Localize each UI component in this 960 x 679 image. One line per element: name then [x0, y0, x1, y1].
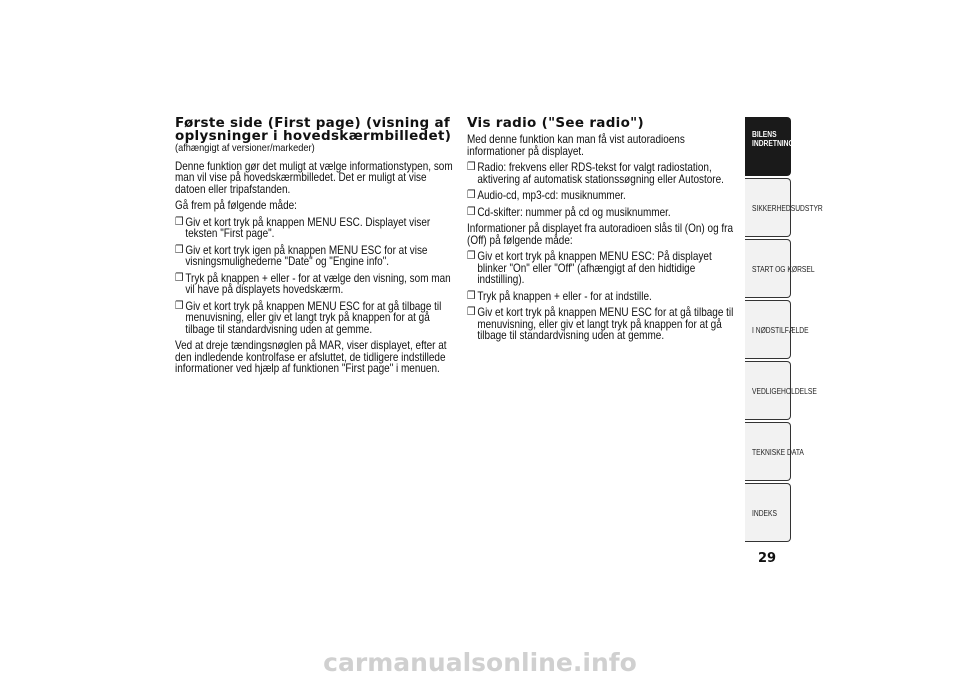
procedure-list [175, 217, 456, 336]
chapter-tab-nav [745, 117, 823, 544]
checkbox-bullet-icon: ❒ [467, 250, 476, 262]
section-heading-first-page: Første side (First page) (visning af oplysninger i hovedskærmbilledet) [175, 115, 452, 144]
list-item: ❒ Giv et kort tryk på knappen MENU ESC. Displayet viser teksten "First page". [175, 215, 431, 240]
radio-info-list [467, 162, 738, 218]
tab-label: VEDLIGEHOLDELSE [752, 386, 817, 396]
tab-label: START OG KØRSEL [752, 264, 815, 274]
intro-paragraph: Med denne funktion kan man få vist autoradioens informationer på displayet. [467, 133, 685, 158]
list-item: ❒ Cd-skifter: nummer på cd og musiknummer. [467, 205, 671, 219]
section-heading-see-radio: Vis radio ("See radio") [467, 115, 644, 131]
list-item: ❒ Tryk på knappen + eller - for at indstille. [467, 289, 652, 303]
checkbox-bullet-icon: ❒ [175, 243, 184, 256]
checkbox-bullet-icon: ❒ [467, 205, 476, 218]
left-column [175, 117, 457, 380]
tab-indeks[interactable] [745, 483, 791, 542]
checkbox-bullet-icon: ❒ [467, 306, 476, 318]
tab-label: I NØDSTILFÆLDE [752, 325, 809, 335]
checkbox-bullet-icon: ❒ [467, 189, 476, 201]
tab-label: TEKNISKE DATA [752, 447, 804, 457]
list-item: ❒ Tryk på knappen + eller - for at vælge den visning, som man vil have på displayets hovedskærm. [175, 271, 451, 296]
outro-paragraph: Ved at dreje tændingsnøglen på MAR, viser displayet, efter at den indledende kontrolfase er afsluttet, de tidligere indstillede informationer ved hjælp af funktionen "First page" i menuen. [175, 339, 447, 375]
checkbox-bullet-icon: ❒ [175, 271, 184, 284]
procedure-intro: Gå frem på følgende måde: [175, 199, 297, 212]
tab-vedligeholdelse[interactable] [745, 361, 817, 420]
tab-sikkerhedsudstyr[interactable] [745, 178, 823, 237]
list-item: ❒ Giv et kort tryk på knappen MENU ESC for at gå tilbage til menuvisning, eller giv et langt tryk på knappen for at gå tilbage til standardvisning uden at gemme. [175, 299, 442, 336]
checkbox-bullet-icon: ❒ [467, 289, 476, 302]
watermark: carmanualsonline.info [323, 648, 637, 677]
checkbox-bullet-icon: ❒ [175, 299, 184, 312]
page-number: 29 [758, 551, 777, 566]
list-item: ❒ Radio: frekvens eller RDS-tekst for valgt radiostation, aktivering af automatisk stationssøgning eller Autostore. [467, 161, 724, 186]
intro-paragraph: Denne funktion gør det muligt at vælge informationstypen, som man vil vise på hovedskærmbilledet. Det er muligt at vise datoen eller tripafstanden. [175, 159, 453, 196]
checkbox-bullet-icon: ❒ [467, 161, 476, 173]
tab-label: BILENS INDRETNING [752, 129, 794, 148]
tab-start-og-korsel[interactable] [745, 239, 815, 298]
tab-bilens-indretning[interactable] [745, 117, 794, 176]
middle-paragraph: Informationer på displayet fra autoradioen slås til (On) og fra (Off) på følgende måde: [467, 222, 734, 247]
list-item: ❒ Giv et kort tryk på knappen MENU ESC: På displayet blinker "On" eller "Off" (afhængigt af den hidtidige indstilling). [467, 250, 712, 286]
tab-i-nodstilfaelde[interactable] [745, 300, 809, 359]
list-item: ❒ Giv et kort tryk igen på knappen MENU ESC for at vise visningsmulighederne "Date" og "Engine info". [175, 243, 428, 268]
right-column [467, 117, 739, 347]
procedure-list [467, 251, 738, 342]
tab-tekniske-data[interactable] [745, 422, 804, 481]
checkbox-bullet-icon: ❒ [175, 215, 184, 228]
tab-label: SIKKERHEDSUDSTYR [752, 203, 823, 213]
list-item: ❒ Giv et kort tryk på knappen MENU ESC for at gå tilbage til menuvisning, eller giv et langt tryk på knappen for at gå tilbage til standardvisning uden at gemme. [467, 306, 734, 342]
tab-label: INDEKS [752, 508, 777, 518]
list-item: ❒ Audio-cd, mp3-cd: musiknummer. [467, 189, 626, 202]
section-subheading: (afhængigt af versioner/markeder) [175, 142, 315, 154]
